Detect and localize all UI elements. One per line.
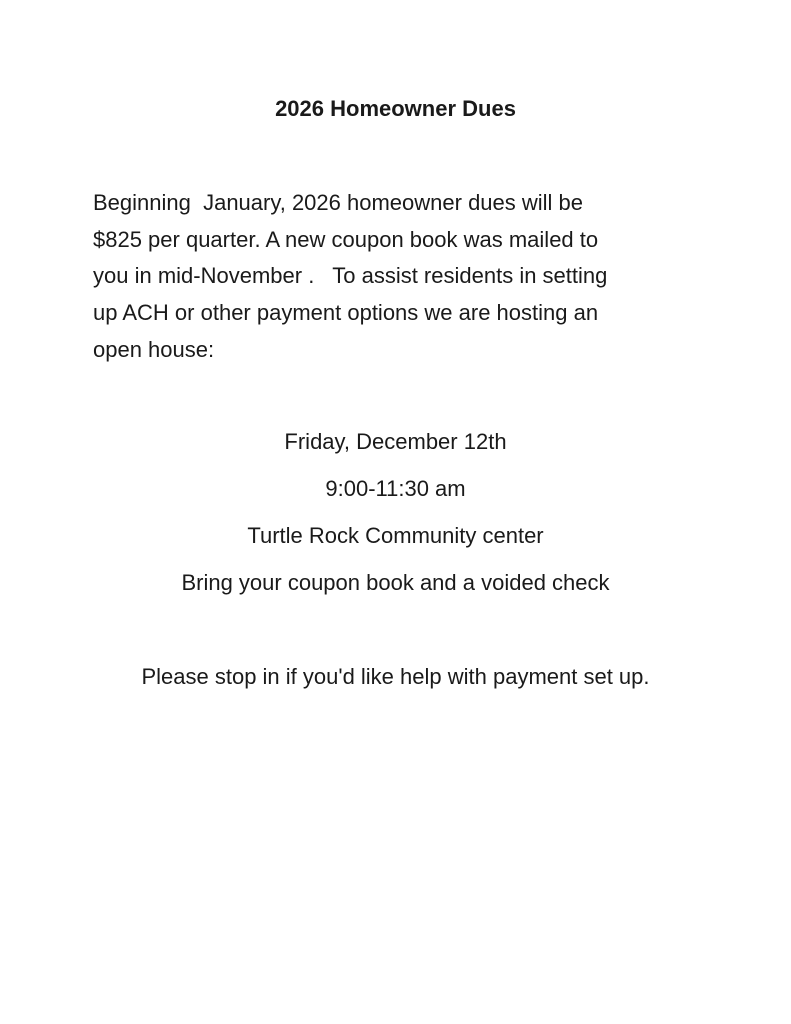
event-location: Turtle Rock Community center	[247, 523, 544, 548]
page-title: 2026 Homeowner Dues	[275, 96, 516, 121]
intro-line: open house:	[93, 336, 215, 362]
intro-line: $825 per quarter. A new coupon book was mailed to	[93, 226, 599, 252]
intro-line: you in mid-November . To assist residents in setting	[93, 263, 608, 289]
event-bring-note: Bring your coupon book and a voided check	[181, 570, 610, 595]
intro-line: up ACH or other payment options we are hosting an	[93, 300, 599, 326]
intro-paragraph	[93, 185, 693, 369]
closing-note: Please stop in if you'd like help with payment set up.	[141, 664, 650, 689]
intro-line: Beginning January, 2026 homeowner dues will be	[93, 190, 584, 215]
event-date: Friday, December 12th	[284, 429, 507, 454]
event-time: 9:00-11:30 am	[325, 476, 466, 501]
